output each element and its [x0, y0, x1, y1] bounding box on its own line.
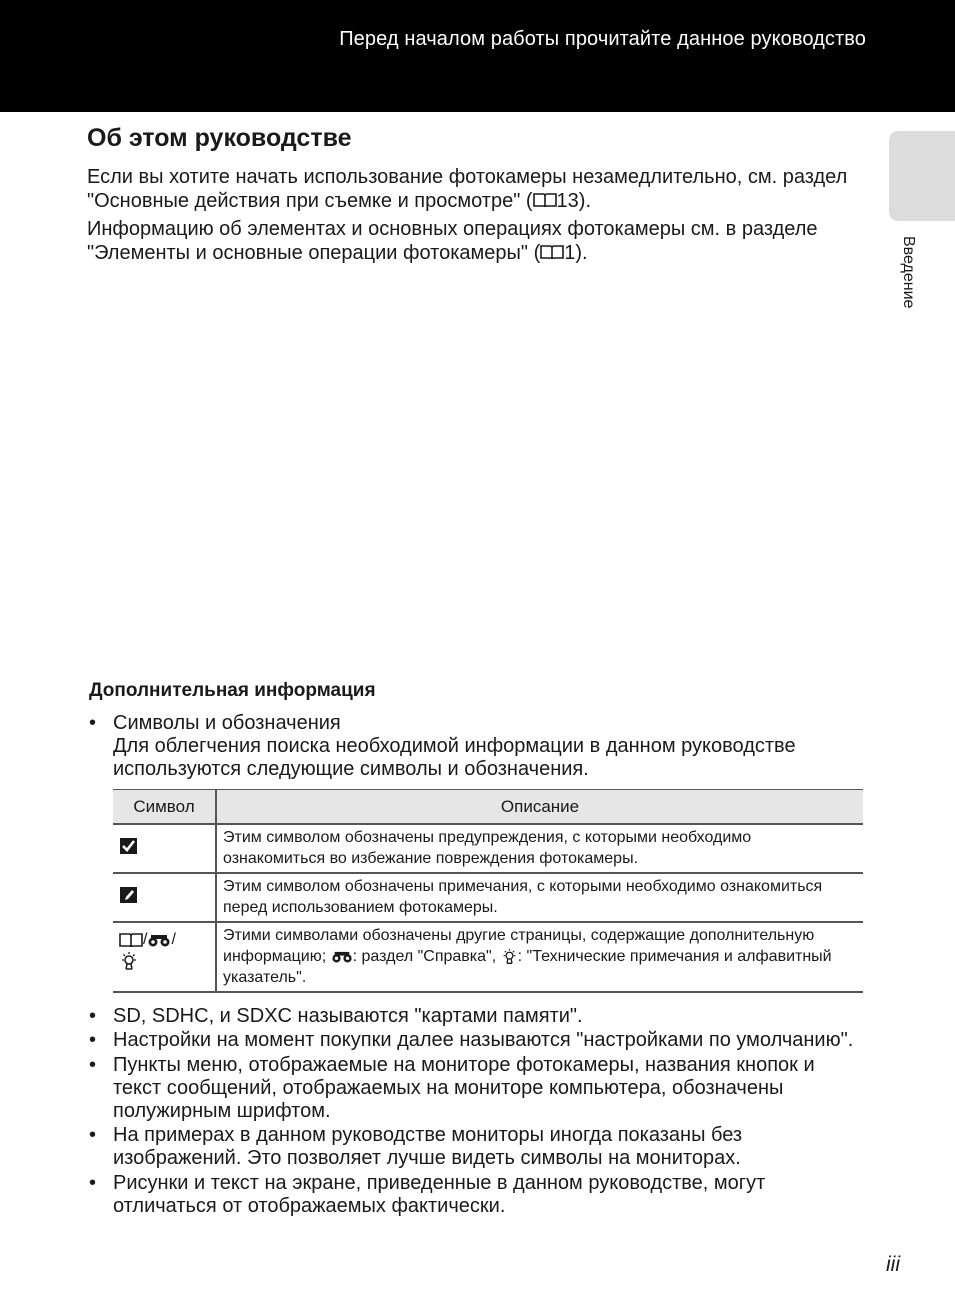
bullet-dot: •: [89, 1029, 97, 1051]
list-item: [89, 1172, 869, 1219]
table-cell-symbol: [113, 873, 216, 922]
note-pencil-icon: [119, 886, 139, 904]
header-bar: [0, 0, 955, 112]
list-item: [89, 1124, 869, 1171]
list-item-text: На примерах в данном руководстве мониторы иногда показаны без изображений. Это позволяет лучше видеть символы на мониторах.: [113, 1124, 743, 1169]
bullet-body: Для облегчения поиска необходимой информации в данном руководстве используются следующие символы и обозначения.: [113, 735, 796, 780]
bullet-dot: •: [89, 712, 97, 734]
intro-paragraph-2: Информацию об элементах и основных операциях фотокамеры см. в разделе "Элементы и основные операции фотокамеры" ( 1).: [87, 218, 818, 264]
bullet-dot: •: [89, 1124, 97, 1146]
intro-ref-2[interactable]: 1: [564, 242, 576, 264]
table-header-row: [113, 790, 863, 825]
col-header-description: Описание: [216, 790, 863, 825]
intro-text: [87, 165, 857, 269]
table-row: [113, 873, 863, 922]
table-cell-symbol: [113, 824, 216, 873]
bullet-dot: •: [89, 1054, 97, 1076]
book-icon: [533, 192, 557, 208]
list-item-text: Рисунки и текст на экране, приведенные в данном руководстве, могут отличаться от отображаемых фактически.: [113, 1172, 766, 1217]
intro-ref-1[interactable]: 13: [556, 190, 579, 212]
page-title: Об этом руководстве: [87, 124, 352, 152]
book-icon: [540, 244, 564, 260]
list-item-text: Настройки на момент покупки далее называются "настройками по умолчанию".: [113, 1029, 854, 1051]
side-tab-label: Введение: [900, 236, 917, 309]
symbols-table: [113, 789, 863, 993]
bullet-dot: •: [89, 1005, 97, 1027]
table-cell-description: Этим символом обозначены предупреждения, с которыми необходимо ознакомиться во избежание повреждения фотокамеры.: [216, 824, 863, 873]
list-item: [89, 1005, 869, 1029]
list-item: [89, 1029, 869, 1053]
side-tab[interactable]: [889, 131, 955, 221]
header-title: Перед началом работы прочитайте данное руководство: [339, 28, 866, 50]
col-header-symbol: Символ: [113, 790, 216, 825]
list-item-text: Пункты меню, отображаемые на мониторе фотокамеры, названия кнопок и текст сообщений, отображаемых на мониторе компьютера, обозначены полужирным шрифтом.: [113, 1054, 815, 1122]
table-cell-description: Этим символом обозначены примечания, с которыми необходимо ознакомиться перед использованием фотокамеры.: [216, 873, 863, 922]
section-heading: Дополнительная информация: [89, 680, 376, 701]
list-item-text: SD, SDHC, и SDXC называются "картами памяти".: [113, 1005, 583, 1027]
light-bulb-icon: [119, 951, 139, 971]
intro-paragraph-1: Если вы хотите начать использование фотокамеры незамедлительно, см. раздел "Основные действия при съемке и просмотре" ( 13).: [87, 166, 848, 212]
list-item: [89, 712, 869, 782]
caution-check-icon: [119, 837, 139, 855]
list-item: [89, 1054, 869, 1124]
bullet-title: Символы и обозначения: [113, 712, 341, 734]
table-row: [113, 922, 863, 992]
bullet-dot: •: [89, 1172, 97, 1194]
table-cell-description: Этими символами обозначены другие страницы, содержащие дополнительную информацию; : раздел "Справка", : "Технические примечания и алфавитный указатель".: [216, 922, 863, 992]
binoculars-icon: [147, 933, 171, 947]
book-icon: [119, 932, 143, 948]
table-row: [113, 824, 863, 873]
page-number: iii: [886, 1253, 900, 1276]
binoculars-icon: [331, 950, 353, 963]
table-cell-symbol: / /: [113, 922, 216, 992]
light-bulb-icon: [501, 948, 518, 965]
